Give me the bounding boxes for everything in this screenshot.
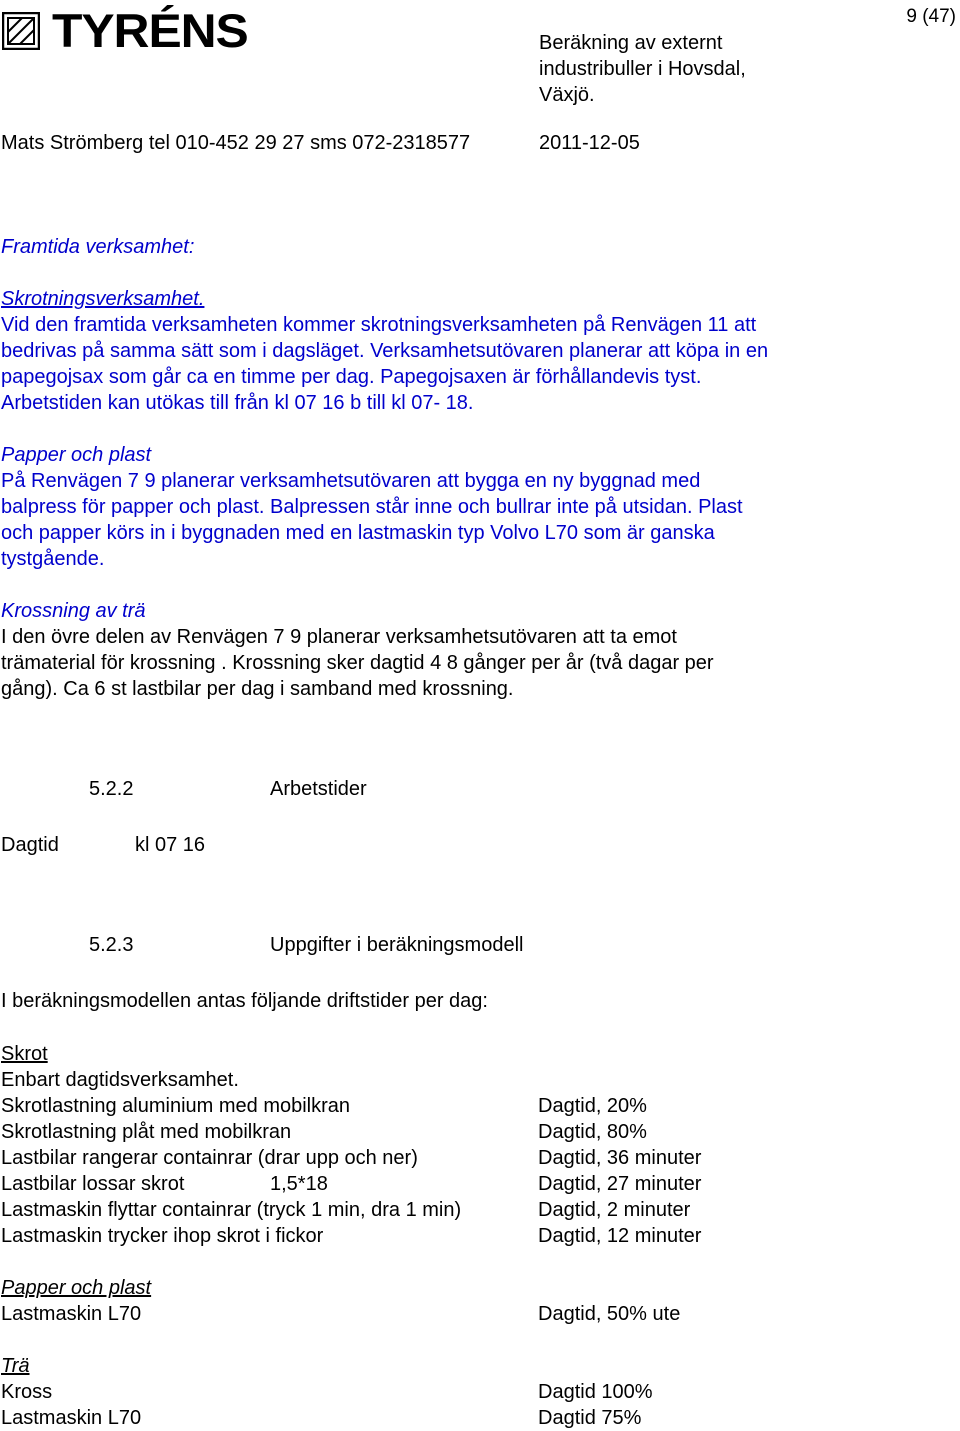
activity-time: Dagtid 75% [538,1407,642,1429]
activity-label: Skrotlastning aluminium med mobilkran [1,1095,351,1117]
document-title [539,30,839,108]
activity-time: Dagtid, 2 minuter [538,1199,691,1221]
list-item [1,1405,951,1431]
section-number: 5.2.3 [89,934,134,956]
activity-label: Lastmaskin trycker ihop skrot i fickor [1,1225,324,1247]
skrot-note: Enbart dagtidsverksamhet. [1,1069,239,1091]
wood-paragraph [1,624,901,702]
activity-label: Lastbilar rangerar containrar (drar upp och ner) [1,1147,418,1169]
activity-label: Lastmaskin flyttar containrar (tryck 1 min, dra 1 min) [1,1199,462,1221]
scrap-heading: Skrotningsverksamhet. [1,288,205,310]
paragraph-line: balpress för papper och plast. Balpressen står inne och bullrar inte på utsidan. Plast [1,496,743,518]
activity-time: Dagtid 100% [538,1381,653,1403]
list-item [1,1093,951,1119]
wood-heading: Krossning av trä [1,600,146,622]
logo-wordmark: TYRÉNS [52,4,248,57]
worktime-value: kl 07 16 [135,834,206,856]
section-title: Uppgifter i beräkningsmodell [270,934,524,956]
activity-time: Dagtid, 27 minuter [538,1173,702,1195]
worktime-label: Dagtid [1,834,59,856]
author-contact: Mats Strömberg tel 010-452 29 27 sms 072-2318577 [1,132,471,154]
future-heading: Framtida verksamhet: [1,236,195,258]
list-item [1,1119,951,1145]
paragraph-line: På Renvägen 7 9 planerar verksamhetsutövaren att bygga en ny byggnad med [1,470,701,492]
paragraph-line: tystgående. [1,548,105,570]
activity-time: Dagtid, 50% ute [538,1303,681,1325]
list-item [1,1145,951,1171]
tyrens-logo-icon [2,12,40,50]
section-title: Arbetstider [270,778,367,800]
activity-extra: 1,5*18 [270,1173,328,1195]
list-item [1,1197,951,1223]
activity-label: Lastmaskin L70 [1,1303,142,1325]
paragraph-line: och papper körs in i byggnaden med en lastmaskin typ Volvo L70 som är ganska [1,522,715,544]
paragraph-line: papegojsax som går ca en timme per dag. Papegojsaxen är förhållandevis tyst. [1,366,702,388]
activity-time: Dagtid, 36 minuter [538,1147,702,1169]
list-item [1,1301,951,1327]
activity-time: Dagtid, 12 minuter [538,1225,702,1247]
title-line: Beräkning av externt [539,32,723,54]
title-line: Växjö. [539,84,595,106]
paragraph-line: Arbetstiden kan utökas till från kl 07 16 b till kl 07- 18. [1,392,474,414]
activity-time: Dagtid, 80% [538,1121,647,1143]
model-intro: I beräkningsmodellen antas följande driftstider per dag: [1,990,488,1012]
skrot-heading: Skrot [1,1043,48,1065]
list-item [1,1223,951,1249]
section-number: 5.2.2 [89,778,134,800]
wood-model-heading: Trä [1,1355,30,1377]
activity-label: Lastmaskin L70 [1,1407,142,1429]
activity-time: Dagtid, 20% [538,1095,647,1117]
paper-model-heading: Papper och plast [1,1277,152,1299]
paragraph-line: I den övre delen av Renvägen 7 9 planerar verksamhetsutövaren att ta emot [1,626,677,648]
list-item [1,1379,951,1405]
paper-paragraph [1,468,901,572]
activity-label: Skrotlastning plåt med mobilkran [1,1121,292,1143]
paragraph-line: bedrivas på samma sätt som i dagsläget. Verksamhetsutövaren planerar att köpa in en [1,340,769,362]
document-date: 2011-12-05 [539,132,640,154]
activity-label: Lastbilar lossar skrot [1,1173,185,1195]
paragraph-line: gång). Ca 6 st lastbilar per dag i samband med krossning. [1,678,514,700]
page-number: 9 (47) [906,6,956,27]
activity-label: Kross [1,1381,53,1403]
list-item [1,1171,951,1197]
paragraph-line: Vid den framtida verksamheten kommer skrotningsverksamheten på Renvägen 11 att [1,314,757,336]
paper-heading: Papper och plast [1,444,152,466]
title-line: industribuller i Hovsdal, [539,58,746,80]
paragraph-line: trämaterial för krossning . Krossning sker dagtid 4 8 gånger per år (två dagar per [1,652,714,674]
scrap-paragraph [1,312,901,416]
